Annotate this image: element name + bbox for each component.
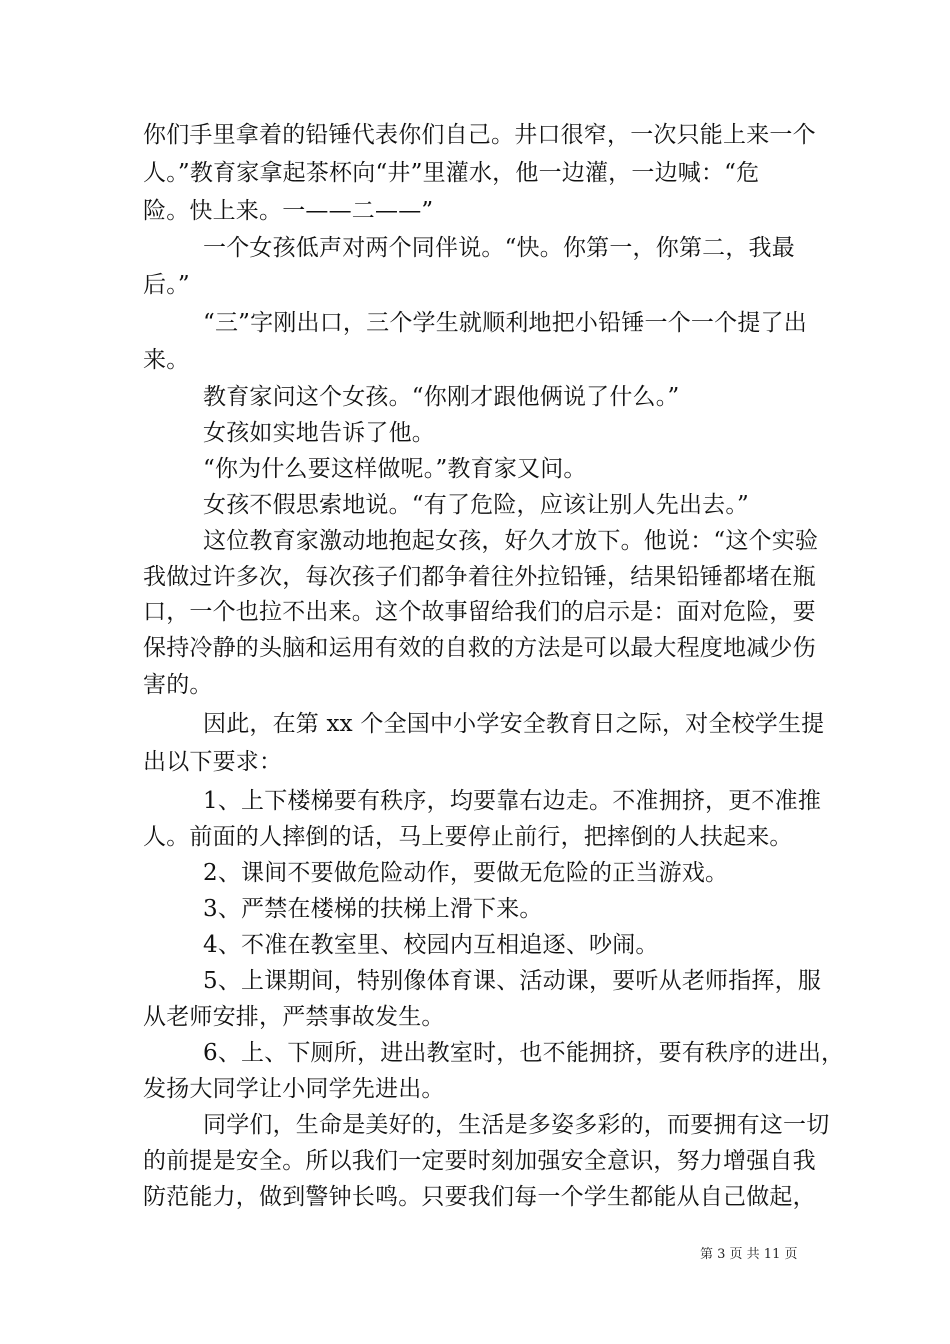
text-line: 这位教育家激动地抱起女孩，好久才放下。他说：“这个实验 bbox=[203, 528, 819, 554]
text-line: 保持冷静的头脑和运用有效的自救的方法是可以最大程度地减少伤 bbox=[143, 635, 816, 661]
text-line: “你为什么要这样做呢。”教育家又问。 bbox=[203, 456, 587, 482]
text-line: 险。快上来。一——二——” bbox=[143, 198, 434, 224]
text-line: 害的。 bbox=[143, 672, 213, 698]
text-line: 出以下要求： bbox=[143, 749, 283, 775]
text-line: 5、上课期间，特别像体育课、活动课，要听从老师指挥，服 bbox=[203, 968, 822, 994]
text-line: 3、严禁在楼梯的扶梯上滑下来。 bbox=[203, 896, 543, 922]
text-line: 防范能力，做到警钟长鸣。只要我们每一个学生都能从自己做起， bbox=[143, 1184, 816, 1210]
text-line: 来。 bbox=[143, 347, 190, 373]
text-line: 我做过许多次，每次孩子们都争着往外拉铅锤，结果铅锤都堵在瓶 bbox=[143, 564, 816, 590]
text-line: 因此，在第 xx 个全国中小学安全教育日之际，对全校学生提 bbox=[203, 711, 825, 737]
text-line: 口，一个也拉不出来。这个故事留给我们的启示是：面对危险，要 bbox=[143, 599, 816, 625]
text-line: 后。” bbox=[143, 272, 190, 298]
text-line: 女孩不假思索地说。“有了危险，应该让别人先出去。” bbox=[203, 492, 750, 518]
page-number: 第 3 页 共 11 页 bbox=[700, 1247, 798, 1262]
text-line: 你们手里拿着的铅锤代表你们自己。井口很窄，一次只能上来一个 bbox=[143, 122, 816, 148]
text-line: 一个女孩低声对两个同伴说。“快。你第一，你第二，我最 bbox=[203, 235, 795, 261]
text-line: 发扬大同学让小同学先进出。 bbox=[143, 1076, 445, 1102]
text-line: 人。前面的人摔倒的话，马上要停止前行，把摔倒的人扶起来。 bbox=[143, 824, 793, 850]
text-line: 教育家问这个女孩。“你刚才跟他俩说了什么。” bbox=[203, 384, 680, 410]
text-line: 1、上下楼梯要有秩序，均要靠右边走。不准拥挤，更不准推 bbox=[203, 788, 822, 814]
text-line: 4、不准在教室里、校园内互相追逐、吵闹。 bbox=[203, 932, 659, 958]
text-line: 同学们，生命是美好的，生活是多姿多彩的，而要拥有这一切 bbox=[203, 1112, 830, 1138]
text-line: 2、课间不要做危险动作，要做无危险的正当游戏。 bbox=[203, 860, 729, 886]
text-line: 6、上、下厕所，进出教室时，也不能拥挤，要有秩序的进出， bbox=[203, 1040, 845, 1066]
text-line: “三”字刚出口，三个学生就顺利地把小铅锤一个一个提了出 bbox=[203, 310, 807, 336]
text-line: 女孩如实地告诉了他。 bbox=[203, 420, 435, 446]
text-line: 从老师安排，严禁事故发生。 bbox=[143, 1004, 445, 1030]
text-line: 的前提是安全。所以我们一定要时刻加强安全意识，努力增强自我 bbox=[143, 1148, 816, 1174]
text-line: 人。”教育家拿起茶杯向“井”里灌水，他一边灌，一边喊：“危 bbox=[143, 160, 760, 186]
